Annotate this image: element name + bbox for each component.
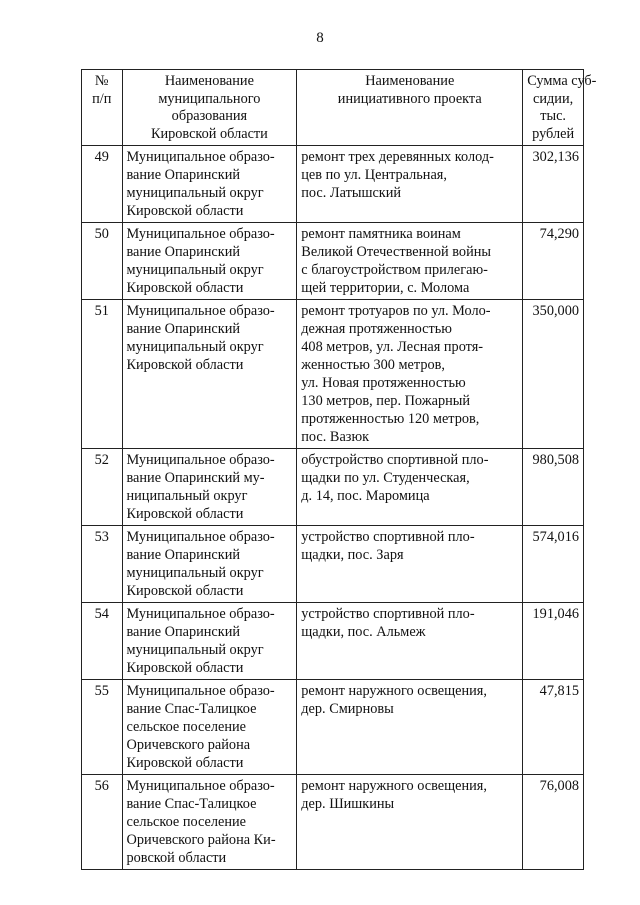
project-cell	[297, 526, 523, 603]
municipality-cell	[122, 526, 297, 603]
table-row	[82, 223, 584, 300]
table-row	[82, 526, 584, 603]
text-line: протяженностью 120 метров,	[301, 411, 480, 427]
text-line: Муниципальное образо-	[126, 606, 275, 622]
municipality-cell	[122, 603, 297, 680]
project-cell	[297, 775, 523, 870]
text-line: Кировской области	[126, 357, 244, 373]
project-cell	[297, 603, 523, 680]
text-line: устройство спортивной пло-	[301, 606, 475, 622]
subsidy-sum: 350,000	[523, 300, 584, 449]
text-line: щадки, пос. Альмеж	[301, 624, 426, 640]
table-row	[82, 603, 584, 680]
text-line: вание Опаринский	[126, 244, 240, 260]
subsidy-sum: 47,815	[523, 680, 584, 775]
text-line: Кировской области	[126, 583, 244, 599]
row-number: 51	[82, 300, 123, 449]
text-line: 408 метров, ул. Лесная протя-	[301, 339, 484, 355]
project-cell	[297, 680, 523, 775]
row-number: 49	[82, 146, 123, 223]
table-row	[82, 146, 584, 223]
text-line: сельское поселение	[126, 719, 246, 735]
text-line: обустройство спортивной пло-	[301, 452, 489, 468]
text-line: №	[94, 73, 109, 89]
text-line: женностью 300 метров,	[301, 357, 445, 373]
municipality-cell	[122, 223, 297, 300]
text-line: Кировской области	[126, 660, 244, 676]
text-line: Кировской области	[150, 125, 268, 142]
municipality-cell	[122, 146, 297, 223]
text-line: рублей	[532, 125, 575, 142]
text-line: Оричевского района	[126, 737, 251, 753]
text-line: сидии,	[533, 90, 574, 107]
text-line: п/п	[92, 90, 112, 107]
header-sum	[523, 70, 597, 146]
text-line: вание Спас-Талицкое	[126, 701, 257, 717]
table-row	[82, 775, 584, 870]
text-line: муниципальный округ	[126, 185, 264, 201]
text-line: Муниципальное образо-	[126, 778, 275, 794]
text-line: с благоустройством прилегаю-	[301, 262, 488, 278]
project-cell	[297, 449, 523, 526]
text-line: дер. Шишкины	[301, 796, 395, 812]
text-line: ремонт наружного освещения,	[301, 778, 487, 794]
text-line: Муниципальное образо-	[126, 226, 275, 242]
row-number: 52	[82, 449, 123, 526]
text-line: Муниципальное образо-	[126, 683, 275, 699]
text-line: сельское поселение	[126, 814, 246, 830]
text-line: щадки, пос. Заря	[301, 547, 404, 563]
text-line: Наименование	[365, 73, 455, 89]
subsidy-sum: 74,290	[523, 223, 584, 300]
text-line: тыс.	[540, 108, 566, 124]
text-line: Сумма суб-	[527, 73, 597, 89]
subsidy-sum: 574,016	[523, 526, 584, 603]
text-line: Муниципальное образо-	[126, 529, 275, 545]
text-line: пос. Вазюк	[301, 429, 370, 445]
table-row	[82, 300, 584, 449]
project-cell	[297, 146, 523, 223]
text-line: Кировской области	[126, 755, 244, 771]
text-line: вание Опаринский	[126, 167, 240, 183]
text-line: Кировской области	[126, 280, 244, 296]
text-line: Наименование	[164, 73, 254, 89]
text-line: муниципальный округ	[126, 565, 264, 581]
text-line: Кировской области	[126, 203, 244, 219]
text-line: ремонт наружного освещения,	[301, 683, 487, 699]
municipality-cell	[122, 300, 297, 449]
project-cell	[297, 223, 523, 300]
text-line: муниципального	[158, 90, 261, 107]
text-line: щадки по ул. Студенческая,	[301, 470, 470, 486]
project-cell	[297, 300, 523, 449]
text-line: цев по ул. Центральная,	[301, 167, 447, 183]
header-project	[297, 70, 523, 146]
text-line: муниципальный округ	[126, 339, 264, 355]
text-line: муниципальный округ	[126, 262, 264, 278]
header-municipality	[122, 70, 297, 146]
text-line: ул. Новая протяженностью	[301, 375, 466, 391]
text-line: образования	[171, 108, 248, 124]
text-line: вание Опаринский	[126, 547, 240, 563]
text-line: устройство спортивной пло-	[301, 529, 475, 545]
text-line: муниципальный округ	[126, 642, 264, 658]
municipality-cell	[122, 680, 297, 775]
text-line: инициативного проекта	[337, 90, 482, 107]
text-line: Оричевского района Ки-	[126, 832, 276, 848]
row-number: 50	[82, 223, 123, 300]
text-line: ремонт тротуаров по ул. Моло-	[301, 303, 491, 319]
subsidy-sum: 980,508	[523, 449, 584, 526]
row-number: 56	[82, 775, 123, 870]
text-line: Муниципальное образо-	[126, 452, 275, 468]
municipality-cell	[122, 775, 297, 870]
text-line: ремонт памятника воинам	[301, 226, 461, 242]
text-line: Великой Отечественной войны	[301, 244, 491, 260]
text-line: ремонт трех деревянных колод-	[301, 149, 494, 165]
text-line: Кировской области	[126, 506, 244, 522]
text-line: щей территории, с. Молома	[301, 280, 470, 296]
page-number: 8	[316, 30, 324, 46]
table-row	[82, 680, 584, 775]
text-line: вание Опаринский му-	[126, 470, 265, 486]
text-line: д. 14, пос. Маромица	[301, 488, 430, 504]
table-body	[82, 146, 584, 870]
text-line: пос. Латышский	[301, 185, 402, 201]
text-line: вание Спас-Талицкое	[126, 796, 257, 812]
table-header-row	[82, 70, 584, 146]
text-line: дер. Смирновы	[301, 701, 394, 717]
text-line: дежная протяженностью	[301, 321, 452, 337]
row-number: 54	[82, 603, 123, 680]
text-line: вание Опаринский	[126, 624, 240, 640]
text-line: ниципальный округ	[126, 488, 248, 504]
header-num	[82, 70, 123, 146]
text-line: 130 метров, пер. Пожарный	[301, 393, 471, 409]
text-line: вание Опаринский	[126, 321, 240, 337]
row-number: 53	[82, 526, 123, 603]
subsidy-sum: 191,046	[523, 603, 584, 680]
text-line: ровской области	[126, 850, 227, 866]
municipality-cell	[122, 449, 297, 526]
subsidy-sum: 302,136	[523, 146, 584, 223]
row-number: 55	[82, 680, 123, 775]
text-line: Муниципальное образо-	[126, 303, 275, 319]
subsidy-table	[81, 69, 597, 870]
subsidy-sum: 76,008	[523, 775, 584, 870]
text-line: Муниципальное образо-	[126, 149, 275, 165]
table-row	[82, 449, 584, 526]
